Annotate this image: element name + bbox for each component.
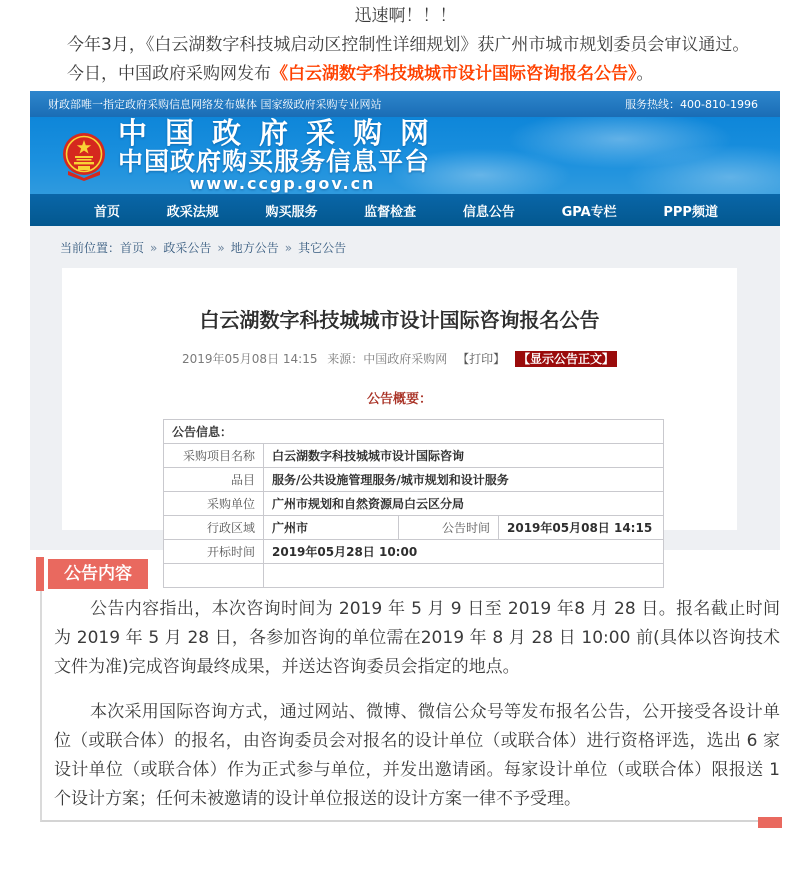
region-value: 广州市 [264,516,399,540]
breadcrumb-separator-icon: » [284,241,293,255]
category-label: 品目 [164,468,264,492]
table-row [164,468,664,492]
ccgp-site-screenshot [30,91,780,559]
nav-item-home[interactable]: 首页 [94,204,121,220]
intro-paragraph-2-prefix: 今日，中国政府采购网发布 [67,64,271,84]
notice-time-value: 2019年05月08日 14:15 [499,516,664,540]
announcement-title-link[interactable]: 《白云湖数字科技城城市设计国际咨询报名公告》 [271,64,637,84]
breadcrumb [30,239,780,256]
article-intro [0,0,812,87]
site-content-area [30,226,780,559]
breadcrumb-separator-icon: » [217,241,225,255]
project-name-label: 采购项目名称 [164,444,264,468]
nav-item-supervision[interactable]: 监督检查 [364,204,417,220]
intro-paragraph-2-suffix: 。 [636,64,654,84]
nav-item-announcements[interactable]: 信息公告 [462,204,515,220]
table-row-header [164,420,664,444]
table-row [164,516,664,540]
site-logo-url: www.ccgp.gov.cn [189,174,376,193]
opening-time-value: 2019年05月28日 10:00 [264,540,664,564]
site-masthead [30,117,780,194]
national-emblem-icon [62,131,106,181]
article-headline: 迅速啊！！！ [354,6,457,26]
table-row [164,444,664,468]
nav-item-gpa[interactable]: GPA专栏 [561,204,617,220]
announcement-title: 白云湖数字科技城城市设计国际咨询报名公告 [199,308,600,332]
breadcrumb-procurement-notices[interactable]: 政采公告 [163,241,212,255]
nav-item-purchase-services[interactable]: 购买服务 [265,204,318,220]
site-logo-name: 中国政府采购网 [118,116,448,150]
print-button[interactable]: 【打印】 [457,352,506,366]
breadcrumb-home[interactable]: 首页 [120,241,145,255]
service-hotline: 服务热线：400-810-1996 [625,98,758,111]
announcement-dateline [62,350,737,367]
table-row [164,492,664,516]
project-name-value: 白云湖数字科技城城市设计国际咨询 [264,444,664,468]
site-logo-subtitle: 中国政府购买服务信息平台 [118,147,431,176]
breadcrumb-other-notices[interactable]: 其它公告 [298,241,347,255]
category-value: 服务/公共设施管理服务/城市规划和设计服务 [264,468,664,492]
breadcrumb-prefix: 当前位置： [60,241,121,255]
content-paragraph-1: 公告内容指出，本次咨询时间为 2019 年 5 月 9 日至 2019 年8 月 28 日。报名截止时间为 2019 年 5 月 28 日，各参加咨询的单位需在2019 年 8 月 28 日 10:00 前(具体以咨询技术文件为准)完成咨询最终成果，并送达咨询委员会指定的地点。 [54,599,780,677]
badge-accent-bar [36,557,44,591]
site-navbar [30,194,780,226]
nav-item-regulations[interactable]: 政采法规 [166,204,219,220]
table-header-cell: 公告信息： [164,420,664,444]
topbar-slogan: 财政部唯一指定政府采购信息网络发布媒体 国家级政府采购专业网站 [48,98,382,111]
region-label: 行政区域 [164,516,264,540]
content-paragraph-2: 本次采用国际咨询方式，通过网站、微博、微信公众号等发布报名公告，公开接受各设计单位（或联合体）的报名，由咨询委员会对报名的设计单位（或联合体）进行资格评选，选出 6 家设计单位（或联合体）作为正式参与单位，并发出邀请函。每家设计单位（或联合体）限报送 1 个设计方案；任何未被邀请的设计单位报送的设计方案一律不予受理。 [54,702,780,809]
content-badge-row [36,557,812,591]
breadcrumb-local-notices[interactable]: 地方公告 [230,241,279,255]
purchaser-label: 采购单位 [164,492,264,516]
quote-accent-mark [758,817,782,828]
intro-paragraph-1: 今年3月，《白云湖数字科技城启动区控制性详细规划》获广州市城市规划委员会审议通过。 [67,35,750,55]
purchaser-value: 广州市规划和自然资源局白云区分局 [264,492,664,516]
summary-label: 公告概要： [366,392,432,407]
site-logo[interactable] [118,118,447,193]
nav-item-ppp[interactable]: PPP频道 [663,204,718,220]
intro-paragraph-2 [5,61,806,87]
publish-datetime: 2019年05月08日 14:15 [181,352,318,366]
notice-time-label: 公告时间 [399,516,499,540]
site-topbar [30,91,780,117]
content-section-badge: 公告内容 [48,559,148,589]
show-full-text-button[interactable]: 【显示公告正文】 [515,351,617,367]
breadcrumb-separator-icon: » [150,241,158,255]
opening-time-label: 开标时间 [164,540,264,564]
content-quote-block [40,591,780,822]
source-label: 来源：中国政府采购网 [327,352,448,366]
announcement-card [62,268,737,559]
